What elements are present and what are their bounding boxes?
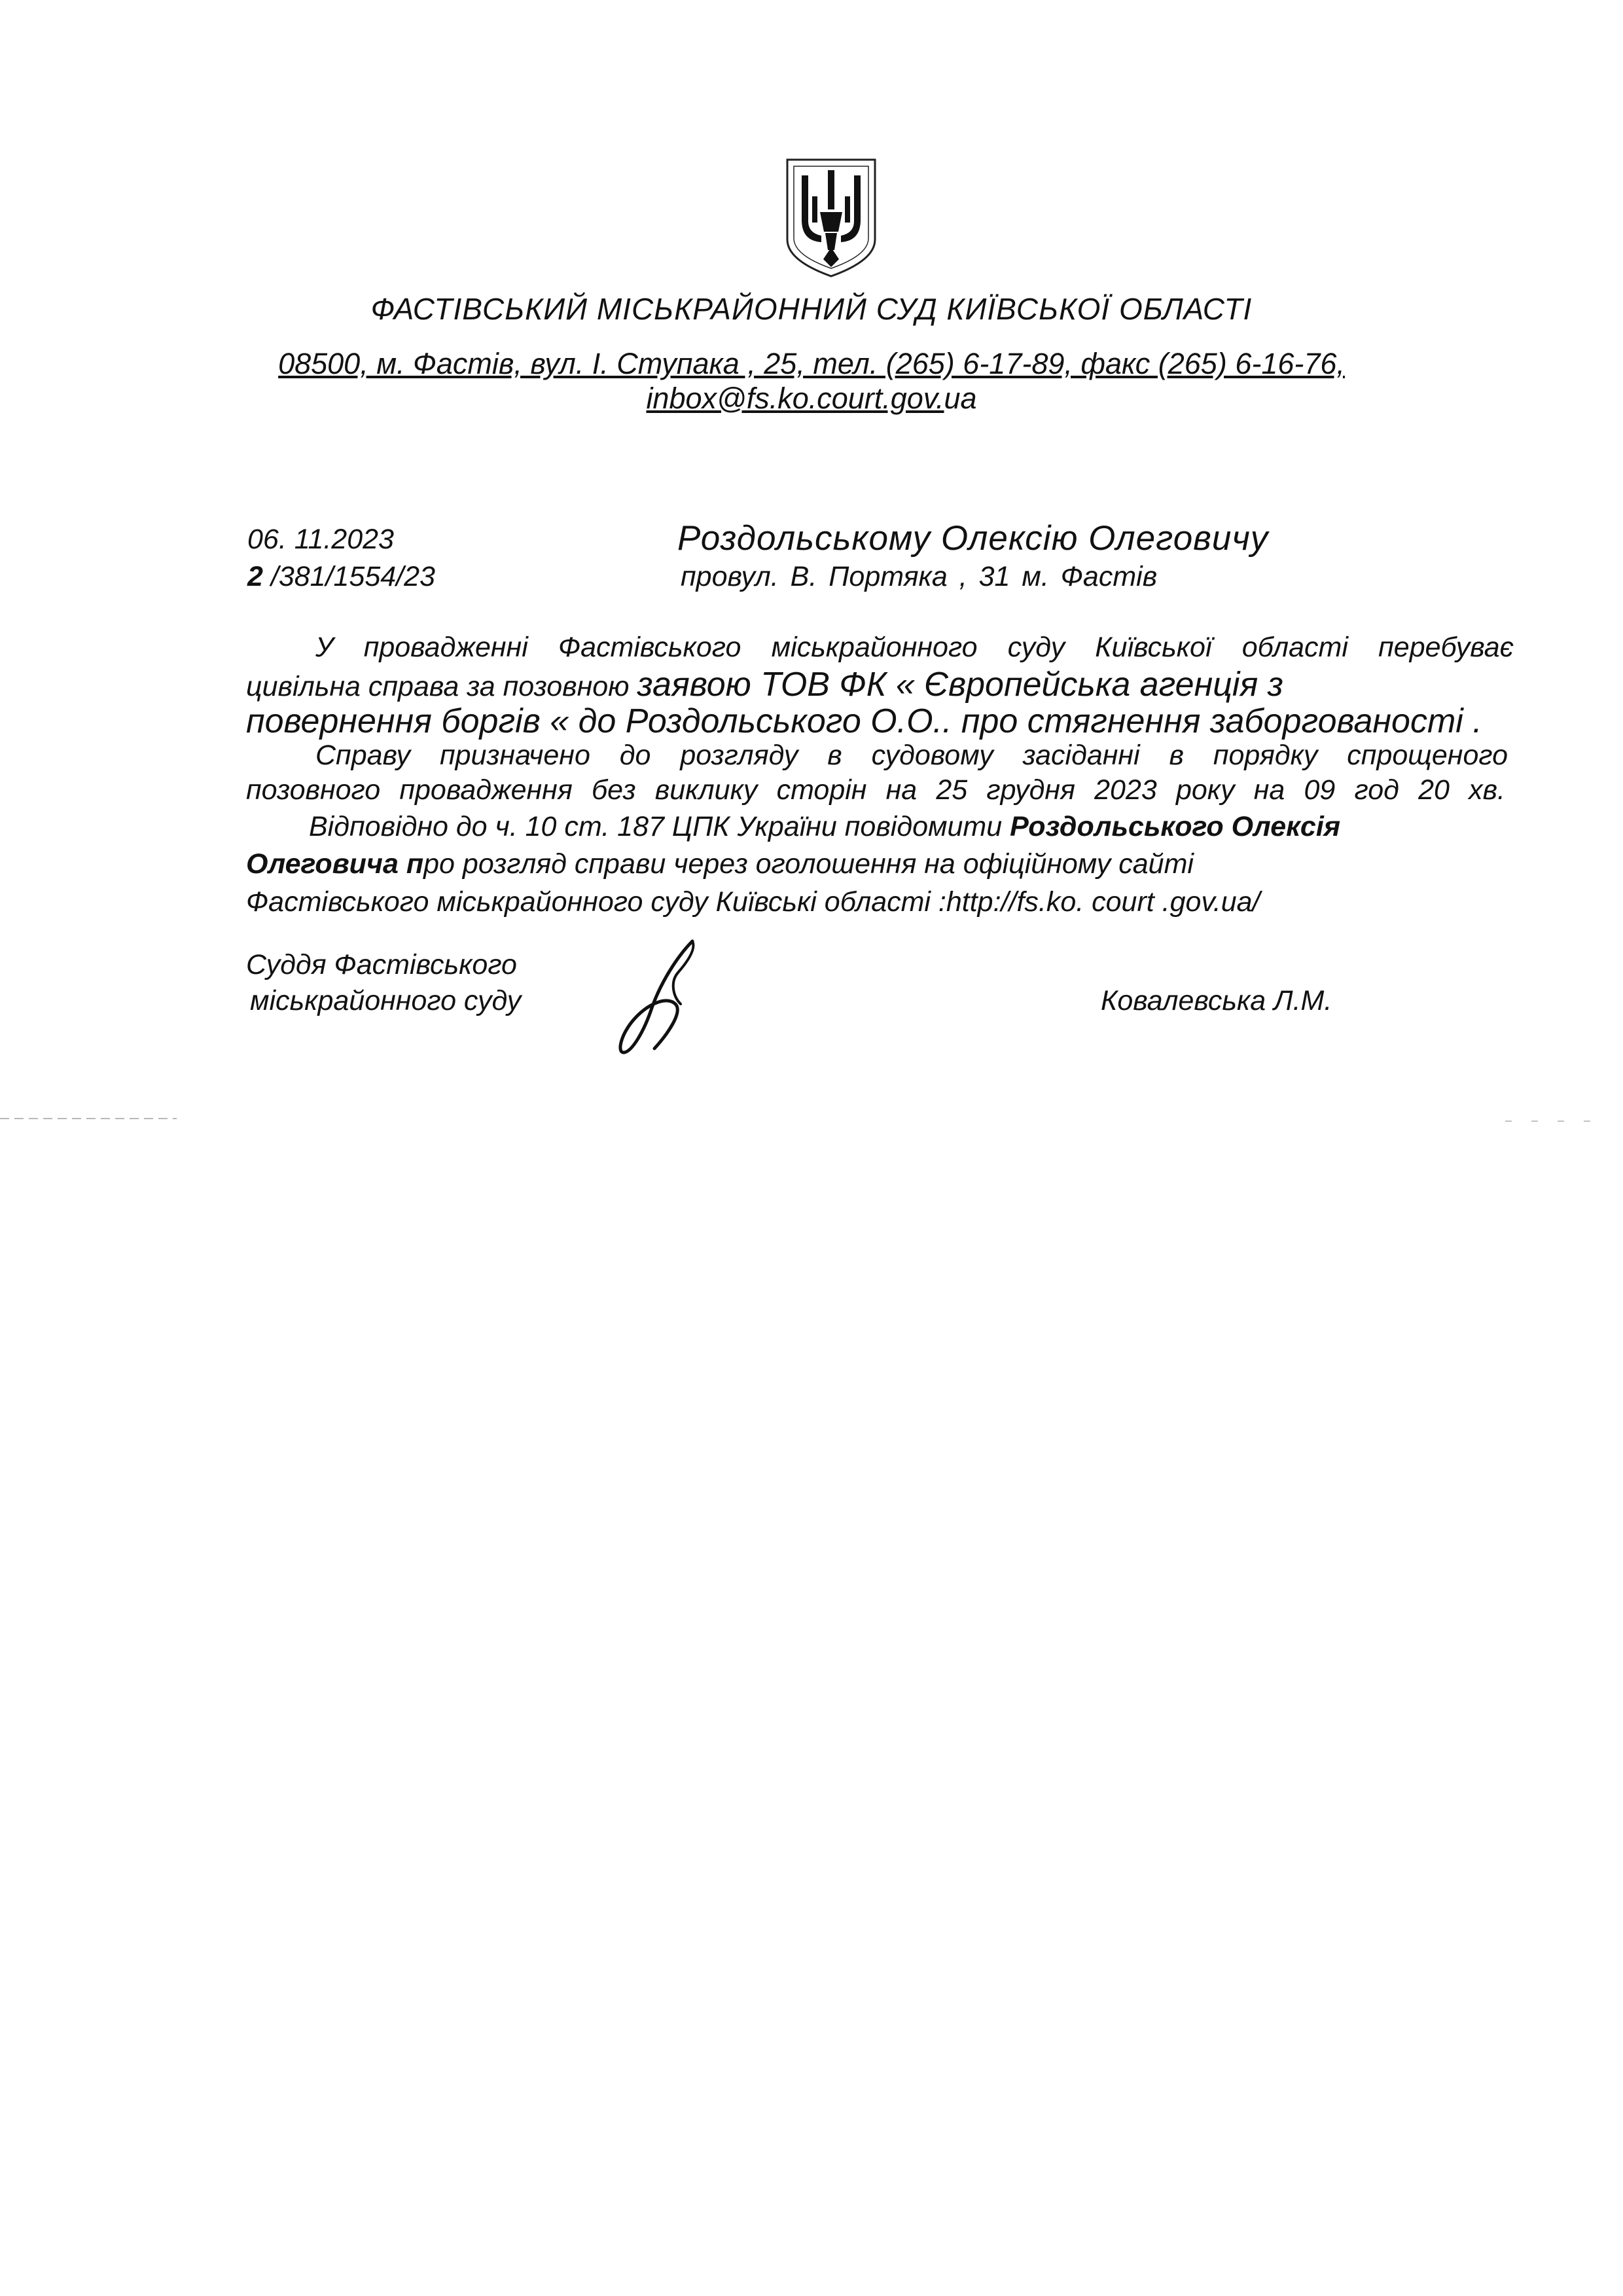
recipient-name: Роздольському Олексію Олеговичу xyxy=(677,519,1269,558)
court-email xyxy=(0,382,1623,416)
body-line-6 xyxy=(309,811,1484,843)
body-line-5: позовного провадження без виклику сторін на 25 грудня 2023 року на 09 год 20 хв. xyxy=(246,774,1505,806)
handwritten-signature xyxy=(615,936,707,1060)
body-line-4: Справу призначено до розгляду в судовому засіданні в порядку спрощеного xyxy=(315,740,1508,771)
body-line-6-start: Відповідно до ч. 10 ст. 187 ЦПК України повідомити xyxy=(309,811,1010,842)
defendant-patronymic: Олеговича п xyxy=(246,848,424,880)
body-line-8: Фастівського міськрайонного суду Київські області :http://fs.ko. court .gov.ua/ xyxy=(246,886,1260,918)
judge-name: Ковалевська Л.М. xyxy=(1101,985,1332,1016)
court-name: ФАСТІВСЬКИЙ МІСЬКРАЙОННИЙ СУД КИЇВСЬКОЇ ОБЛАСТІ xyxy=(370,292,1253,326)
scan-artifact-line xyxy=(1505,1121,1610,1122)
court-email-domain: ua xyxy=(944,382,977,415)
body-line-1: У провадженні Фастівського міськрайонного суду Київської області перебуває xyxy=(315,632,1514,663)
body-line-7-rest: ро розгляд справи через оголошення на офіційному сайті xyxy=(423,848,1194,880)
court-address: 08500, м. Фастів, вул. І. Ступака , 25, тел. (265) 6-17-89, факс (265) 6-16-76, xyxy=(278,347,1345,380)
case-number xyxy=(247,561,435,593)
body-line-2 xyxy=(246,665,1514,704)
judge-title-line-1: Суддя Фастівського xyxy=(246,949,517,980)
case-number-rest: /381/1554/23 xyxy=(262,561,435,592)
judge-title-line-2: міськрайонного суду xyxy=(250,985,522,1016)
letter-date: 06. 11.2023 xyxy=(247,524,394,555)
defendant-name: Роздольського Олексія xyxy=(1010,811,1341,842)
body-line-7 xyxy=(246,848,1349,880)
coat-of-arms-icon xyxy=(782,156,880,280)
case-number-prefix: 2 xyxy=(247,561,263,592)
body-line-2-end: заявою ТОВ ФК « Європейська агенція з xyxy=(637,666,1283,704)
court-email-address: inbox@fs.ko.court.gov. xyxy=(646,382,944,415)
recipient-address: провул. В. Портяка , 31 м. Фастів xyxy=(681,561,1158,592)
body-line-3: повернення боргів « до Роздольського О.О.. про стягнення заборгованості . xyxy=(246,702,1482,740)
scan-artifact-line xyxy=(0,1118,177,1119)
body-line-2-start: цивільна справа за позовною xyxy=(246,671,637,702)
